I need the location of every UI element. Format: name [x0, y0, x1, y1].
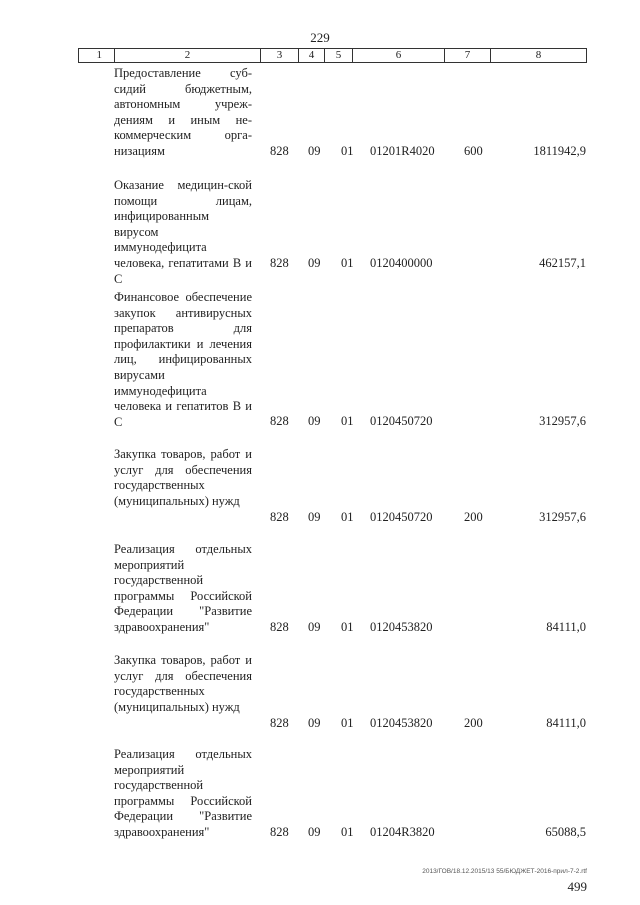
row-admin-code: 828 [270, 825, 289, 839]
row-section-code: 09 [308, 256, 321, 270]
row-target-article: 0120453820 [370, 716, 433, 730]
row-expense-type: 600 [464, 144, 483, 158]
row-expense-type: 200 [464, 716, 483, 730]
column-header-8: 8 [491, 49, 587, 63]
column-header-1: 1 [79, 49, 115, 63]
row-description: Оказание медицин-ской помощи лицам, инфицированным вирусом иммунодефицита человека, гепатитами В и С [114, 178, 252, 286]
row-section-code: 09 [308, 510, 321, 524]
row-subsection-code: 01 [341, 620, 354, 634]
row-section-code: 09 [308, 620, 321, 634]
row-admin-code: 828 [270, 414, 289, 428]
column-header-row [78, 48, 587, 63]
page-number-bottom: 499 [567, 879, 587, 894]
row-subsection-code: 01 [341, 256, 354, 270]
row-description: Закупка товаров, работ и услуг для обеспечения государственных (муниципальных) нужд [114, 447, 252, 508]
row-target-article: 01204R3820 [370, 825, 435, 839]
row-description: Финансовое обеспечение закупок антивирусных препаратов для профилактики и лечения лиц, инфицированных вирусами иммунодефицита человека и гепатитов В и С [114, 290, 252, 429]
row-subsection-code: 01 [341, 825, 354, 839]
column-header-4: 4 [299, 49, 325, 63]
row-amount: 1811942,9 [533, 144, 586, 158]
row-description: Закупка товаров, работ и услуг для обеспечения государственных (муниципальных) нужд [114, 653, 252, 714]
row-admin-code: 828 [270, 144, 289, 158]
row-description: Предоставление суб-сидий бюджетным, автономным учреж-дениям и иным не-коммерческим орга-низациям [114, 66, 252, 158]
row-subsection-code: 01 [341, 144, 354, 158]
row-admin-code: 828 [270, 510, 289, 524]
row-amount: 65088,5 [545, 825, 586, 839]
row-admin-code: 828 [270, 256, 289, 270]
row-admin-code: 828 [270, 716, 289, 730]
column-header-5: 5 [325, 49, 353, 63]
footer-file-reference: 2013/ГОВ/18.12.2015/13 55/БЮДЖЕТ-2016-прил-7-2.rtf [422, 868, 587, 875]
row-section-code: 09 [308, 414, 321, 428]
column-header-6: 6 [353, 49, 445, 63]
row-target-article: 01201R4020 [370, 144, 435, 158]
column-header-3: 3 [261, 49, 299, 63]
row-amount: 84111,0 [546, 620, 586, 634]
row-subsection-code: 01 [341, 716, 354, 730]
row-amount: 312957,6 [539, 510, 586, 524]
row-amount: 462157,1 [539, 256, 586, 270]
row-section-code: 09 [308, 716, 321, 730]
row-target-article: 0120453820 [370, 620, 433, 634]
row-target-article: 0120450720 [370, 510, 433, 524]
row-amount: 312957,6 [539, 414, 586, 428]
row-expense-type: 200 [464, 510, 483, 524]
row-section-code: 09 [308, 144, 321, 158]
row-subsection-code: 01 [341, 414, 354, 428]
row-subsection-code: 01 [341, 510, 354, 524]
page-number-top: 229 [310, 30, 330, 45]
row-description: Реализация отдельных мероприятий государственной программы Российской Федерации "Развитие здравоохранения" [114, 542, 252, 634]
row-target-article: 0120400000 [370, 256, 433, 270]
row-target-article: 0120450720 [370, 414, 433, 428]
column-header-2: 2 [115, 49, 261, 63]
row-admin-code: 828 [270, 620, 289, 634]
row-section-code: 09 [308, 825, 321, 839]
row-amount: 84111,0 [546, 716, 586, 730]
column-header-7: 7 [445, 49, 491, 63]
row-description: Реализация отдельных мероприятий государственной программы Российской Федерации "Развитие здравоохранения" [114, 747, 252, 839]
